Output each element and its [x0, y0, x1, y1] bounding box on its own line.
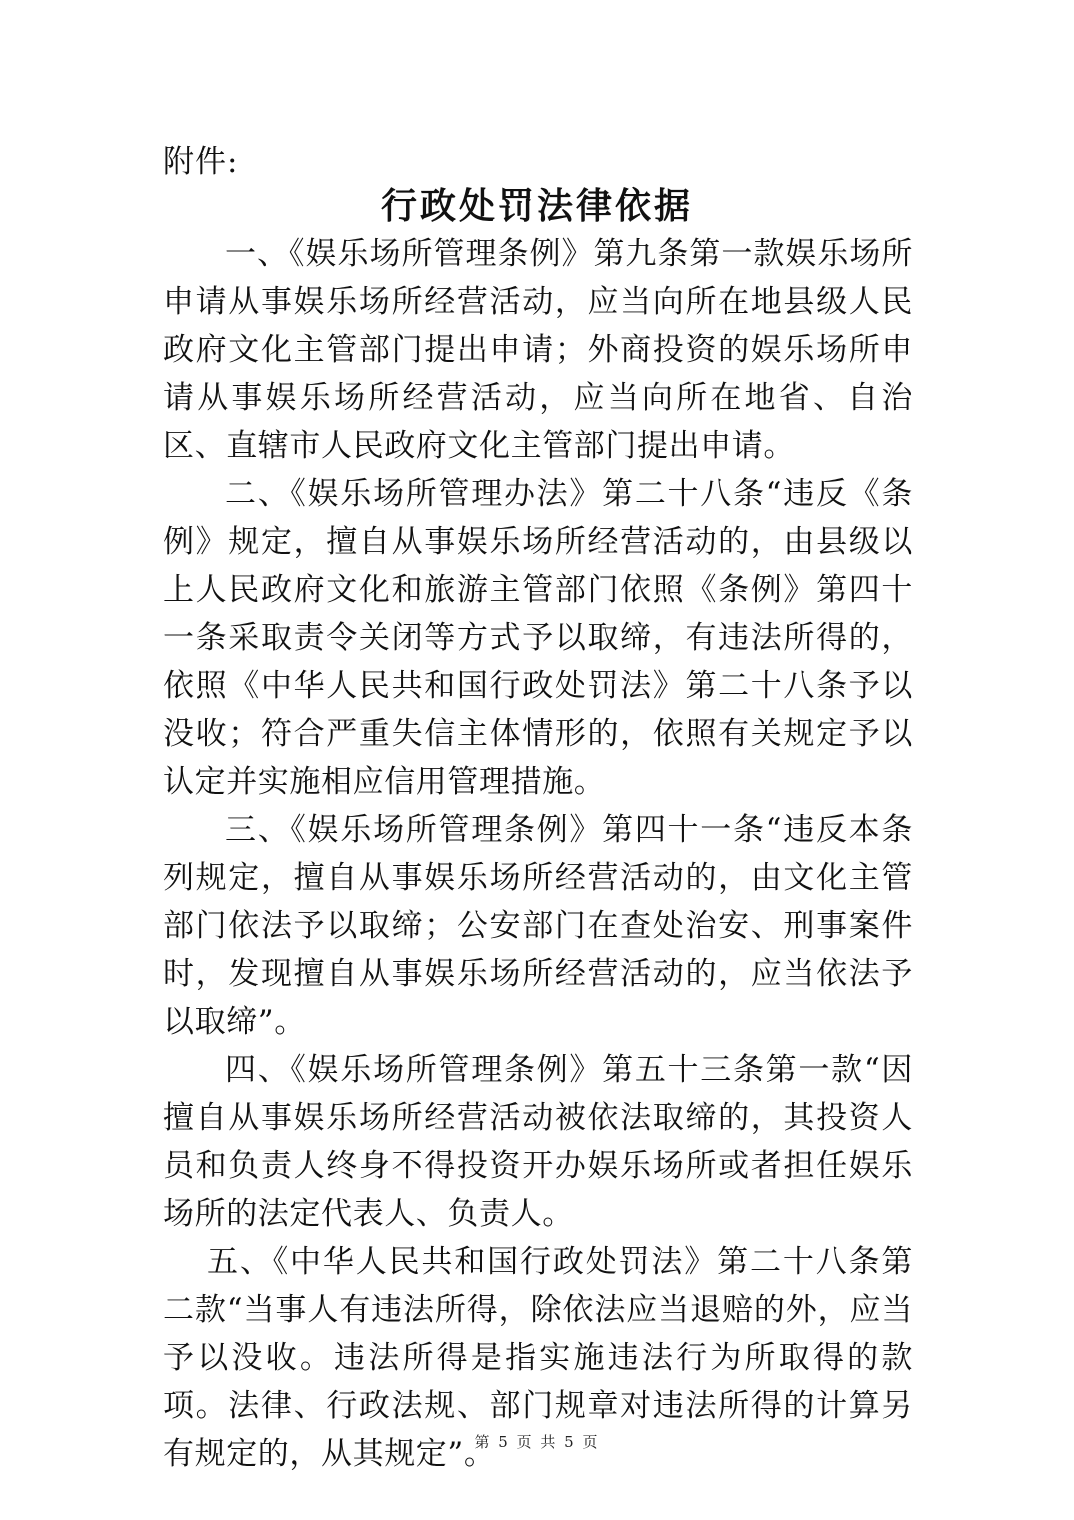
document-body — [163, 230, 913, 1478]
attachment-label: 附件: — [163, 144, 239, 180]
paragraph-2: 二、《娱乐场所管理办法》第二十八条“违反《条例》规定，擅自从事娱乐场所经营活动的，由县级以上人民政府文化和旅游主管部门依照《条例》第四十一条采取责令关闭等方式予以取缔，有违法所得的，依照《中华人民共和国行政处罚法》第二十八条予以没收；符合严重失信主体情形的，依照有关规定予以认定并实施相应信用管理措施。 — [163, 476, 913, 800]
document-title: 行政处罚法律依据 — [380, 185, 693, 227]
paragraph-4: 四、《娱乐场所管理条例》第五十三条第一款“因擅自从事娱乐场所经营活动被依法取缔的，其投资人员和负责人终身不得投资开办娱乐场所或者担任娱乐场所的法定代表人、负责人。 — [163, 1052, 913, 1232]
page-number-footer: 第 5 页 共 5 页 — [474, 1433, 600, 1451]
paragraph-3: 三、《娱乐场所管理条例》第四十一条“违反本条列规定，擅自从事娱乐场所经营活动的，由文化主管部门依法予以取缔；公安部门在查处治安、刑事案件时，发现擅自从事娱乐场所经营活动的，应当依法予以取缔”。 — [163, 812, 913, 1040]
paragraph-1: 一、《娱乐场所管理条例》第九条第一款娱乐场所申请从事娱乐场所经营活动，应当向所在地县级人民政府文化主管部门提出申请；外商投资的娱乐场所申请从事娱乐场所经营活动，应当向所在地省、自治区、直辖市人民政府文化主管部门提出申请。 — [163, 236, 913, 464]
paragraph-5: 五、《中华人民共和国行政处罚法》第二十八条第二款“当事人有违法所得，除依法应当退赔的外，应当予以没收。违法所得是指实施违法行为所取得的款项。法律、行政法规、部门规章对违法所得的计算另有规定的，从其规定”。 — [163, 1244, 913, 1472]
